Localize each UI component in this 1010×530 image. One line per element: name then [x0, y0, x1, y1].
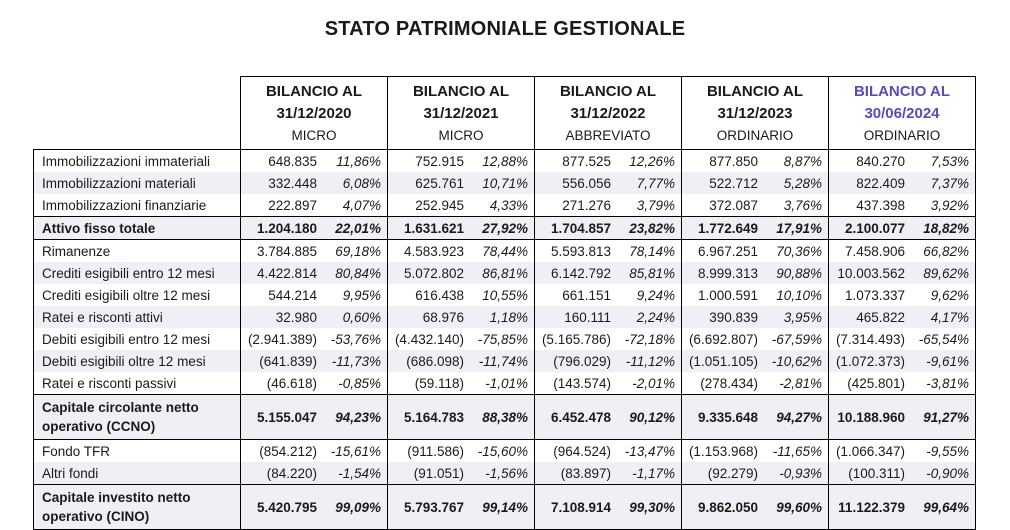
percentage: 90,88% — [776, 265, 822, 281]
value-cell — [682, 462, 829, 485]
amount: (91.051) — [413, 465, 464, 481]
value-cell — [388, 485, 535, 530]
percentage: -11,12% — [625, 353, 675, 369]
value-cell — [829, 217, 976, 240]
percentage: 9,95% — [342, 287, 381, 303]
amount: 4.422.814 — [256, 265, 317, 281]
column-header-line3: ORDINARIO — [863, 128, 941, 143]
percentage: 11,86% — [336, 153, 381, 169]
row-label: Capitale circolante netto operativo (CCNO) — [34, 395, 241, 440]
percentage: -72,18% — [624, 331, 675, 347]
amount: 437.398 — [856, 197, 905, 213]
amount: 8.999.313 — [697, 265, 758, 281]
value-cell — [388, 194, 535, 217]
value-cell — [535, 217, 682, 240]
percentage: 80,84% — [335, 265, 381, 281]
amount: (4.432.140) — [394, 331, 464, 347]
amount: (84.220) — [266, 465, 317, 481]
percentage: 86,81% — [482, 265, 528, 281]
value-cell — [388, 172, 535, 194]
percentage: 10,71% — [482, 175, 528, 191]
value-cell — [241, 462, 388, 485]
percentage: -2,01% — [632, 375, 675, 391]
percentage: -9,55% — [926, 443, 969, 459]
row-label: Crediti esigibili entro 12 mesi — [34, 262, 241, 284]
percentage: 9,24% — [636, 287, 675, 303]
percentage: 4,07% — [342, 197, 381, 213]
table-row — [34, 194, 976, 217]
amount: 10.188.960 — [837, 409, 905, 425]
value-cell — [388, 217, 535, 240]
value-cell — [535, 395, 682, 440]
amount: (59.118) — [414, 375, 464, 391]
amount: 465.822 — [856, 309, 905, 325]
value-cell — [388, 262, 535, 284]
amount: 271.276 — [562, 197, 611, 213]
amount: 160.111 — [564, 309, 611, 325]
amount: (92.279) — [707, 465, 758, 481]
value-cell — [829, 372, 976, 395]
amount: 522.712 — [709, 175, 758, 191]
amount: 11.122.379 — [838, 499, 905, 515]
value-cell — [682, 240, 829, 263]
value-cell — [241, 372, 388, 395]
amount: (1.072.373) — [835, 353, 905, 369]
column-header-line1: BILANCIO AL — [265, 83, 363, 100]
column-header-2 — [535, 77, 682, 150]
row-label: Attivo fisso totale — [34, 217, 241, 240]
amount: 5.072.802 — [403, 265, 464, 281]
table-row — [34, 462, 976, 485]
column-header-4 — [829, 77, 976, 150]
column-header-line3: ABBREVIATO — [565, 128, 651, 143]
amount: 5.155.047 — [256, 409, 317, 425]
amount: (46.618) — [266, 375, 317, 391]
amount: 6.452.478 — [550, 409, 611, 425]
amount: (911.586) — [407, 443, 464, 459]
value-cell — [535, 284, 682, 306]
percentage: -1,56% — [485, 465, 528, 481]
value-cell — [829, 440, 976, 463]
percentage: 22,01% — [335, 220, 381, 236]
page-title: STATO PATRIMONIALE GESTIONALE — [324, 18, 686, 40]
table-row — [34, 284, 976, 306]
amount: 2.100.077 — [844, 220, 905, 236]
percentage: -0,90% — [926, 465, 969, 481]
percentage: 5,28% — [783, 175, 822, 191]
value-cell — [682, 172, 829, 194]
percentage: 23,82% — [629, 220, 675, 236]
value-cell — [829, 262, 976, 284]
column-header-line2: 31/12/2020 — [276, 105, 352, 122]
table-row — [34, 262, 976, 284]
percentage: 69,18% — [335, 243, 381, 259]
amount: 332.448 — [268, 175, 317, 191]
value-cell — [829, 462, 976, 485]
value-cell — [388, 240, 535, 263]
percentage: 78,14% — [629, 243, 675, 259]
header-corner — [34, 77, 241, 150]
percentage: -9,61% — [926, 353, 969, 369]
percentage: 70,36% — [776, 243, 822, 259]
table-row — [34, 372, 976, 395]
percentage: -15,60% — [477, 443, 528, 459]
percentage: 89,62% — [923, 265, 969, 281]
value-cell — [241, 328, 388, 350]
table-row — [34, 172, 976, 194]
amount: 9.862.050 — [697, 499, 758, 515]
value-cell — [535, 150, 682, 173]
percentage: 91,27% — [923, 409, 969, 425]
percentage: -65,54% — [918, 331, 969, 347]
amount: 390.839 — [709, 309, 758, 325]
value-cell — [535, 306, 682, 328]
value-cell — [535, 440, 682, 463]
percentage: -11,74% — [478, 353, 528, 369]
value-cell — [241, 194, 388, 217]
value-cell — [241, 350, 388, 372]
amount: 5.793.767 — [403, 499, 464, 515]
value-cell — [829, 240, 976, 263]
row-label: Immobilizzazioni finanziarie — [34, 194, 241, 217]
percentage: 7,53% — [930, 153, 969, 169]
percentage: 3,79% — [636, 197, 675, 213]
amount: (641.839) — [259, 353, 317, 369]
amount: 1.000.591 — [697, 287, 758, 303]
percentage: -0,85% — [338, 375, 381, 391]
row-label: Rimanenze — [34, 240, 241, 263]
amount: 10.003.562 — [837, 265, 905, 281]
percentage: 10,55% — [482, 287, 528, 303]
percentage: -75,85% — [477, 331, 528, 347]
percentage: 4,17% — [930, 309, 969, 325]
value-cell — [535, 485, 682, 530]
amount: 822.409 — [856, 175, 905, 191]
value-cell — [682, 217, 829, 240]
balance-sheet-table — [33, 76, 976, 530]
amount: 252.945 — [415, 197, 464, 213]
value-cell — [535, 372, 682, 395]
amount: 372.087 — [709, 197, 758, 213]
table-row — [34, 350, 976, 372]
value-cell — [829, 172, 976, 194]
value-cell — [682, 350, 829, 372]
value-cell — [241, 440, 388, 463]
percentage: 12,26% — [629, 153, 675, 169]
amount: (278.434) — [700, 375, 758, 391]
percentage: 12,88% — [482, 153, 528, 169]
percentage: -3,81% — [926, 375, 969, 391]
value-cell — [682, 372, 829, 395]
amount: 222.897 — [268, 197, 317, 213]
amount: 648.835 — [268, 153, 317, 169]
percentage: 94,23% — [335, 409, 381, 425]
value-cell — [682, 306, 829, 328]
column-header-0 — [241, 77, 388, 150]
table-body — [34, 150, 976, 530]
value-cell — [388, 150, 535, 173]
value-cell — [535, 172, 682, 194]
percentage: 10,10% — [776, 287, 822, 303]
row-label: Crediti esigibili oltre 12 mesi — [34, 284, 241, 306]
value-cell — [682, 150, 829, 173]
amount: 5.164.783 — [403, 409, 464, 425]
amount: 3.784.885 — [256, 243, 317, 259]
table-row — [34, 240, 976, 263]
amount: (1.066.347) — [835, 443, 905, 459]
percentage: 78,44% — [482, 243, 528, 259]
row-label: Altri fondi — [34, 462, 241, 485]
value-cell — [241, 150, 388, 173]
value-cell — [829, 350, 976, 372]
amount: 840.270 — [856, 153, 905, 169]
percentage: 99,64% — [923, 499, 969, 515]
value-cell — [829, 485, 976, 530]
percentage: 0,60% — [342, 309, 381, 325]
amount: 1.204.180 — [256, 220, 317, 236]
amount: 6.967.251 — [697, 243, 758, 259]
value-cell — [535, 462, 682, 485]
column-header-1 — [388, 77, 535, 150]
row-label: Debiti esigibili entro 12 mesi — [34, 328, 241, 350]
amount: 1.704.857 — [550, 220, 611, 236]
value-cell — [388, 372, 535, 395]
amount: (686.098) — [406, 353, 464, 369]
percentage: -0,93% — [779, 465, 822, 481]
table-row — [34, 150, 976, 173]
column-header-line1: BILANCIO AL — [559, 83, 657, 100]
amount: (83.897) — [560, 465, 611, 481]
amount: (1.051.105) — [688, 353, 758, 369]
percentage: 4,33% — [489, 197, 528, 213]
value-cell — [535, 328, 682, 350]
amount: 5.420.795 — [256, 499, 317, 515]
column-header-line1: BILANCIO AL — [412, 83, 510, 100]
value-cell — [241, 284, 388, 306]
value-cell — [829, 328, 976, 350]
amount: 5.593.813 — [550, 243, 611, 259]
amount: 1.772.649 — [697, 220, 758, 236]
amount: 616.438 — [415, 287, 464, 303]
amount: (1.153.968) — [688, 443, 758, 459]
amount: 6.142.792 — [550, 265, 611, 281]
amount: (6.692.807) — [688, 331, 758, 347]
value-cell — [682, 284, 829, 306]
percentage: -11,73% — [331, 353, 381, 369]
percentage: -15,61% — [330, 443, 381, 459]
value-cell — [388, 328, 535, 350]
value-cell — [682, 395, 829, 440]
table-row — [34, 306, 976, 328]
percentage: -1,54% — [338, 465, 381, 481]
value-cell — [388, 350, 535, 372]
column-header-line3: ORDINARIO — [716, 128, 794, 143]
value-cell — [682, 328, 829, 350]
value-cell — [682, 194, 829, 217]
value-cell — [829, 194, 976, 217]
amount: (100.311) — [848, 465, 905, 481]
amount: 32.980 — [275, 309, 317, 325]
row-label: Ratei e risconti passivi — [34, 372, 241, 395]
column-header-line2: 31/12/2023 — [717, 105, 793, 122]
percentage: -1,01% — [485, 375, 528, 391]
amount: 1.073.337 — [844, 287, 905, 303]
value-cell — [388, 284, 535, 306]
amount: (796.029) — [553, 353, 611, 369]
percentage: 66,82% — [923, 243, 969, 259]
value-cell — [829, 395, 976, 440]
value-cell — [241, 217, 388, 240]
percentage: 3,95% — [783, 309, 822, 325]
table-row — [34, 328, 976, 350]
percentage: 3,92% — [930, 197, 969, 213]
column-header-line2: 30/06/2024 — [864, 105, 940, 122]
row-label: Immobilizzazioni materiali — [34, 172, 241, 194]
amount: 752.915 — [415, 153, 464, 169]
row-label: Debiti esigibili oltre 12 mesi — [34, 350, 241, 372]
total-row — [34, 217, 976, 240]
percentage: 3,76% — [783, 197, 822, 213]
percentage: 27,92% — [482, 220, 528, 236]
value-cell — [535, 350, 682, 372]
row-label: Ratei e risconti attivi — [34, 306, 241, 328]
amount: 1.631.621 — [403, 220, 464, 236]
value-cell — [241, 240, 388, 263]
percentage: 8,87% — [783, 153, 822, 169]
amount: 661.151 — [562, 287, 611, 303]
value-cell — [241, 306, 388, 328]
value-cell — [829, 150, 976, 173]
row-label: Capitale investito netto operativo (CINO) — [34, 485, 241, 530]
header-row — [34, 77, 976, 150]
value-cell — [535, 262, 682, 284]
column-header-line2: 31/12/2022 — [570, 105, 646, 122]
percentage: -1,17% — [632, 465, 675, 481]
amount: 68.976 — [422, 309, 464, 325]
value-cell — [682, 485, 829, 530]
percentage: -13,47% — [624, 443, 675, 459]
amount: 9.335.648 — [697, 409, 758, 425]
percentage: 6,08% — [342, 175, 381, 191]
value-cell — [388, 462, 535, 485]
percentage: 99,60% — [776, 499, 822, 515]
percentage: 90,12% — [629, 409, 675, 425]
total-row — [34, 485, 976, 530]
table-row — [34, 440, 976, 463]
amount: 556.056 — [562, 175, 611, 191]
value-cell — [241, 172, 388, 194]
value-cell — [241, 395, 388, 440]
percentage: -11,65% — [772, 443, 822, 459]
value-cell — [388, 440, 535, 463]
percentage: 2,24% — [636, 309, 675, 325]
column-header-3 — [682, 77, 829, 150]
amount: (5.165.786) — [541, 331, 611, 347]
amount: 4.583.923 — [403, 243, 464, 259]
percentage: -10,62% — [771, 353, 822, 369]
amount: (7.314.493) — [835, 331, 905, 347]
percentage: 18,82% — [923, 220, 969, 236]
value-cell — [682, 440, 829, 463]
value-cell — [388, 395, 535, 440]
amount: 544.214 — [268, 287, 317, 303]
value-cell — [241, 262, 388, 284]
percentage: 9,62% — [930, 287, 969, 303]
amount: 625.761 — [415, 175, 464, 191]
column-header-line1: BILANCIO AL — [706, 83, 804, 100]
row-label: Fondo TFR — [34, 440, 241, 463]
value-cell — [388, 306, 535, 328]
amount: 7.108.914 — [550, 499, 611, 515]
percentage: -67,59% — [771, 331, 822, 347]
value-cell — [535, 194, 682, 217]
amount: 877.525 — [562, 153, 611, 169]
percentage: 7,37% — [930, 175, 969, 191]
total-row — [34, 395, 976, 440]
value-cell — [682, 262, 829, 284]
amount: (964.524) — [553, 443, 611, 459]
column-header-line3: MICRO — [291, 128, 337, 143]
amount: (143.574) — [553, 375, 611, 391]
percentage: -2,81% — [779, 375, 822, 391]
amount: 877.850 — [709, 153, 758, 169]
percentage: 17,91% — [776, 220, 822, 236]
row-label: Immobilizzazioni immateriali — [34, 150, 241, 173]
percentage: 85,81% — [629, 265, 675, 281]
value-cell — [829, 306, 976, 328]
column-header-line2: 31/12/2021 — [423, 105, 499, 122]
percentage: -53,76% — [330, 331, 381, 347]
percentage: 99,30% — [629, 499, 675, 515]
percentage: 7,77% — [636, 175, 675, 191]
percentage: 99,14% — [482, 499, 528, 515]
value-cell — [535, 240, 682, 263]
percentage: 99,09% — [335, 499, 381, 515]
percentage: 94,27% — [776, 409, 822, 425]
column-header-line3: MICRO — [438, 128, 484, 143]
amount: 7.458.906 — [844, 243, 905, 259]
column-header-line1: BILANCIO AL — [853, 83, 951, 100]
amount: (854.212) — [259, 443, 317, 459]
amount: (425.801) — [847, 375, 905, 391]
value-cell — [241, 485, 388, 530]
amount: (2.941.389) — [247, 331, 317, 347]
percentage: 1,18% — [489, 309, 528, 325]
value-cell — [829, 284, 976, 306]
percentage: 88,38% — [482, 409, 528, 425]
